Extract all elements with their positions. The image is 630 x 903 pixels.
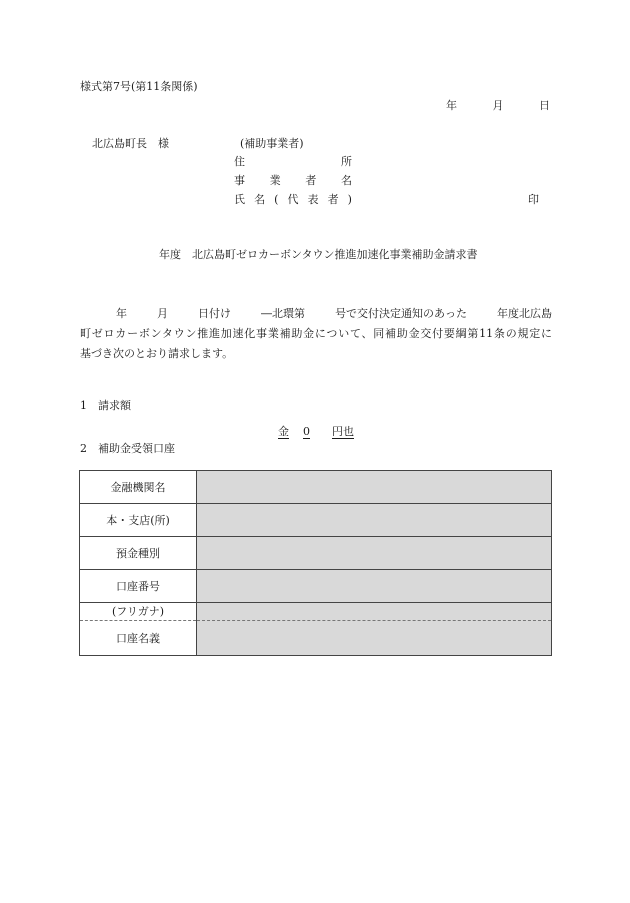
table-row xyxy=(80,537,552,570)
section-1-heading: 1 請求額 xyxy=(80,399,131,412)
body-line-1: 年 月 日付け ―北環第 号で交付決定通知のあった 年度北広島 xyxy=(116,307,552,320)
account-number-field[interactable] xyxy=(197,570,552,603)
account-number-label: 口座番号 xyxy=(80,570,197,603)
representative-name-label: 氏 名 ( 代 表 者 ) xyxy=(234,193,352,206)
deposit-type-field[interactable] xyxy=(197,537,552,570)
body-line-3: 基づき次のとおり請求します。 xyxy=(80,347,234,360)
bank-name-label: 金融機関名 xyxy=(80,471,197,504)
bank-name-field[interactable] xyxy=(197,471,552,504)
account-holder-field[interactable] xyxy=(197,621,552,656)
date-day-label: 日 xyxy=(539,99,550,112)
document-title: 年度 北広島町ゼロカーボンタウン推進加速化事業補助金請求書 xyxy=(159,248,478,261)
applicant-heading: (補助事業者) xyxy=(240,137,304,150)
branch-field[interactable] xyxy=(197,504,552,537)
table-row xyxy=(80,621,552,656)
table-row xyxy=(80,471,552,504)
branch-label: 本・支店(所) xyxy=(80,504,197,537)
deposit-type-label: 預金種別 xyxy=(80,537,197,570)
section-2-heading: 2 補助金受領口座 xyxy=(80,442,175,455)
form-number: 様式第7号(第11条関係) xyxy=(80,80,198,93)
address-label: 住 所 xyxy=(234,155,352,168)
date-line xyxy=(446,99,550,113)
date-month-label: 月 xyxy=(492,99,504,112)
recipient: 北広島町長 様 xyxy=(92,137,169,150)
seal-mark: 印 xyxy=(528,193,539,206)
table-row xyxy=(80,570,552,603)
body-line-2: 町ゼロカーボンタウン推進加速化事業補助金について、同補助金交付要綱第11条の規定に xyxy=(80,327,552,340)
table-row xyxy=(80,603,552,621)
table-row xyxy=(80,504,552,537)
furigana-field[interactable] xyxy=(197,603,552,621)
account-holder-label: 口座名義 xyxy=(80,621,197,656)
body-paragraph xyxy=(80,304,552,364)
claim-amount-value: 0 xyxy=(303,425,310,438)
business-name-label: 事 業 者 名 xyxy=(234,174,352,187)
claim-amount: 金 0 円也 xyxy=(278,425,354,438)
bank-account-table xyxy=(79,470,552,656)
date-year-label: 年 xyxy=(446,99,457,112)
furigana-label: (フリガナ) xyxy=(80,603,197,621)
